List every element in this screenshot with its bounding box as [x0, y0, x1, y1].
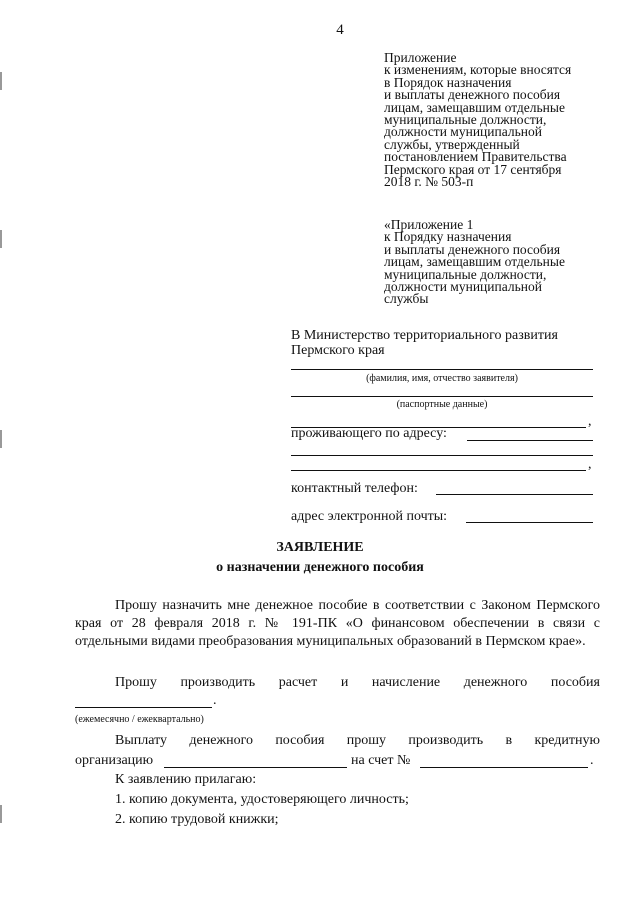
period-field[interactable]: [75, 707, 212, 708]
appendix-line: постановлением Правительства: [384, 149, 567, 165]
phone-label: контактный телефон:: [291, 481, 418, 496]
word: пособия: [550, 675, 600, 690]
word: и: [340, 675, 349, 690]
request-paragraph: Прошу назначить мне денежное пособие в соответствии с Законом Пермского края от 28 февраля 2018 г. № 191-ПК «О финансовом обеспечении в связи с отдельными видами преобразования муниципальных образований в Пермском крае».: [75, 598, 600, 649]
appendix1-line: муниципальные должности,: [384, 266, 547, 282]
address-field[interactable]: [467, 440, 593, 441]
word: начисление: [371, 675, 441, 690]
passport-field[interactable]: [291, 396, 593, 397]
payment-request: [115, 733, 600, 749]
appendix1-line: и выплаты денежного пособия: [384, 241, 561, 257]
word: денежного: [189, 733, 253, 748]
address-label: проживающего по адресу:: [291, 426, 447, 441]
word: Прошу: [115, 675, 157, 690]
word: производить: [180, 675, 256, 690]
scan-edge-mark: [0, 72, 2, 90]
word: прошу: [346, 733, 387, 748]
org-label: организацию: [75, 753, 154, 768]
appendix-line: в Порядок назначения: [384, 74, 512, 90]
document-subtitle: о назначении денежного пособия: [216, 560, 424, 575]
attachment-item: 1. копию документа, удостоверяющего личность;: [115, 792, 409, 807]
email-label: адрес электронной почты:: [291, 509, 448, 524]
period-dot: .: [213, 693, 217, 708]
page-number: 4: [336, 22, 344, 38]
word: Выплату: [115, 733, 168, 748]
phone-field[interactable]: [436, 494, 593, 495]
word: пособия: [275, 733, 325, 748]
email-field[interactable]: [466, 522, 593, 523]
appendix-line: муниципальные должности,: [384, 112, 547, 128]
appendix1-line: «Приложение 1: [384, 217, 474, 232]
word: расчет: [278, 675, 318, 690]
appendix-line: службы, утвержденный: [384, 136, 520, 152]
attachments-intro: К заявлению прилагаю:: [115, 772, 257, 787]
addressee-line: Пермского края: [291, 343, 385, 358]
scan-edge-mark: [0, 805, 2, 823]
document-title: ЗАЯВЛЕНИЕ: [276, 540, 364, 555]
attachment-item: 2. копию трудовой книжки;: [115, 812, 279, 827]
fio-caption: (фамилия, имя, отчество заявителя): [366, 373, 518, 384]
appendix-block: [384, 52, 571, 188]
fio-field[interactable]: [291, 369, 593, 370]
appendix-line: лицам, замещавшим отдельные: [384, 99, 565, 115]
appendix1-line: службы: [384, 291, 429, 307]
account-label: на счет №: [351, 753, 411, 768]
word: кредитную: [534, 733, 600, 748]
appendix1-block: [384, 219, 565, 306]
appendix-line: Пермского края от 17 сентября: [384, 161, 562, 177]
addressee-line: В Министерство территориального развития: [291, 328, 558, 343]
appendix-line: должности муниципальной: [384, 124, 542, 140]
appendix1-line: лицам, замещавшим отдельные: [384, 254, 565, 270]
end-dot: .: [590, 753, 594, 768]
period-caption: (ежемесячно / ежеквартально): [75, 714, 204, 725]
appendix1-line: к Порядку назначения: [384, 229, 512, 245]
comma: ,: [588, 457, 592, 472]
organization-field[interactable]: [164, 767, 347, 768]
scan-edge-mark: [0, 230, 2, 248]
appendix1-line: должности муниципальной: [384, 279, 542, 295]
word: в: [505, 733, 513, 748]
scan-edge-mark: [0, 430, 2, 448]
word: денежного: [463, 675, 528, 690]
passport-caption: (паспортные данные): [396, 399, 488, 410]
appendix-line: и выплаты денежного пособия: [384, 87, 561, 103]
address-field-line-3[interactable]: [291, 470, 586, 471]
address-field-line-2[interactable]: [291, 455, 593, 456]
account-field[interactable]: [420, 767, 588, 768]
appendix-line: к изменениям, которые вносятся: [384, 62, 572, 78]
word: производить: [408, 733, 484, 748]
appendix-line: 2018 г. № 503-п: [384, 174, 474, 190]
comma: ,: [588, 414, 592, 429]
appendix-line: Приложение: [384, 50, 457, 65]
calculation-request: [115, 675, 600, 691]
